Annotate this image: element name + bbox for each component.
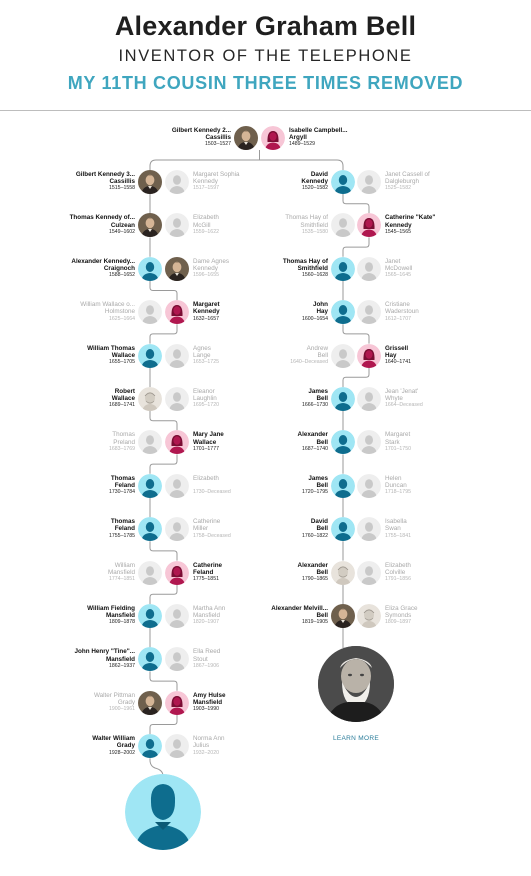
right-gen-spouse-avatar-4[interactable] [357,344,381,368]
right-gen-spouse-name-2[interactable] [385,258,412,279]
left-gen-avatar-2[interactable] [138,257,162,281]
left-gen-avatar-5[interactable] [138,387,162,411]
person-lifespan: 1640–1741 [385,359,411,365]
person-lifespan: 1535–1580 [302,228,328,235]
right-gen-spouse-name-5[interactable] [385,388,423,409]
right-gen-spouse-name-8[interactable] [385,518,411,539]
person-name: Alexander [297,561,328,569]
right-gen-name-7[interactable] [302,475,328,496]
person-surname: Grady [117,699,135,706]
page-title: Alexander Graham Bell [114,11,417,41]
person-lifespan: 1565–1645 [385,272,411,279]
person-lifespan: 1755–1841 [385,532,411,539]
person-lifespan: 1689–1741 [109,402,135,409]
person-lifespan: 1775–1851 [193,576,219,582]
left-gen-spouse-name-10[interactable] [193,605,225,626]
right-gen-avatar-9[interactable] [331,561,355,585]
left-gen-spouse-avatar-0[interactable] [165,170,189,194]
person-lifespan: 1545–1565 [385,228,411,235]
learn-more-link[interactable]: LEARN MORE [333,735,379,742]
left-gen-spouse-avatar-10[interactable] [165,604,189,628]
left-gen-name-2[interactable] [71,258,135,279]
person-name: Thomas Kennedy of... [69,214,135,222]
person-surname: Feland [193,568,214,576]
person-lifespan: 1695–1720 [193,402,219,409]
left-gen-spouse-avatar-5[interactable] [165,387,189,411]
right-gen-spouse-avatar-7[interactable] [357,474,381,498]
person-surname: Kennedy [385,221,412,229]
person-surname: McDowell [385,265,413,272]
person-surname: Bell [316,395,328,403]
person-lifespan: 1820–1907 [193,619,219,626]
right-gen-name-1[interactable] [285,214,328,235]
left-gen-name-12[interactable] [94,692,135,713]
person-name: Catherine [193,561,223,569]
person-surname: Preland [113,438,135,446]
left-gen-spouse-name-9[interactable] [193,562,222,583]
left-gen-name-7[interactable] [109,475,135,496]
person-name: William [114,561,135,569]
person-surname: Mansfield [108,568,135,576]
left-gen-name-9[interactable] [108,562,135,583]
left-gen-avatar-3[interactable] [138,300,162,324]
left-gen-name-10[interactable] [87,605,135,626]
right-gen-spouse-name-6[interactable] [385,431,411,452]
person-lifespan: 1755–1785 [109,532,135,539]
person-name: Eleanor [193,388,215,395]
person-surname: Bell [316,568,328,576]
left-gen-name-4[interactable] [87,345,135,366]
person-surname: Waderstoun [385,308,419,316]
right-gen-name-5[interactable] [302,388,328,409]
left-gen-avatar-9[interactable] [138,561,162,585]
person-name: Cristiane [385,301,410,309]
left-gen-avatar-8[interactable] [138,517,162,541]
left-gen-spouse-name-4[interactable] [193,345,219,366]
left-gen-spouse-name-6[interactable] [193,431,224,452]
right-gen-avatar-7[interactable] [331,474,355,498]
person-name: William Thomas [87,344,135,352]
top-ancestor-spouse-avatar[interactable] [261,126,285,150]
top-ancestor-spouse-name[interactable] [289,127,347,148]
person-surname: Lange [193,351,211,359]
right-gen-spouse-name-0[interactable] [385,171,430,192]
person-lifespan: 1900–1961 [109,706,135,713]
person-surname: Craignoch [103,265,135,272]
person-name: Thomas Hay of [282,257,328,265]
left-gen-name-13[interactable] [92,735,135,756]
left-gen-spouse-avatar-4[interactable] [165,344,189,368]
left-gen-spouse-name-11[interactable] [193,648,220,669]
person-name: William Wallace o... [80,301,135,309]
person-name: Margaret [193,301,220,309]
person-surname: Duncan [385,482,407,489]
person-lifespan: 1683–1769 [109,445,135,452]
person-lifespan: 1596–1655 [193,272,219,279]
left-gen-avatar-10[interactable] [138,604,162,628]
person-lifespan: 1560–1628 [302,272,328,279]
person-lifespan: 1809–1897 [385,619,411,626]
person-name: Gilbert Kennedy 2... [171,127,231,134]
person-surname: Mansfield [193,612,220,620]
person-lifespan: 1559–1622 [193,228,219,235]
left-gen-spouse-avatar-9[interactable] [165,561,189,585]
person-surname: Hay [316,308,328,316]
person-surname: Julius [193,742,210,750]
person-surname: Hay [385,351,397,359]
person-lifespan: 1701–1750 [385,445,411,452]
person-surname: Bell [317,351,328,359]
person-lifespan: 1809–1878 [109,619,135,626]
person-lifespan: 1525–1582 [385,185,411,192]
left-gen-spouse-avatar-12[interactable] [165,691,189,715]
person-surname: Wallace [193,438,217,446]
right-gen-avatar-10[interactable] [331,604,355,628]
right-gen-name-0[interactable] [301,171,328,192]
person-name: Margaret Sophia [193,171,240,178]
person-name: Agnes [193,344,211,352]
person-surname: Colville [385,568,406,576]
person-surname: Culzean [110,221,135,229]
left-gen-spouse-name-7[interactable] [193,475,231,496]
person-lifespan: 1790–1865 [302,576,328,582]
person-lifespan: 1503–1527 [205,141,231,148]
person-name: Walter Pittman [93,691,135,699]
left-gen-avatar-7[interactable] [138,474,162,498]
person-surname: Stark [385,438,400,446]
right-gen-spouse-avatar-0[interactable] [357,170,381,194]
left-gen-name-11[interactable] [75,648,135,669]
person-lifespan: 1549–1602 [109,228,135,235]
person-name: James [308,474,328,482]
left-gen-spouse-avatar-7[interactable] [165,474,189,498]
top-ancestor-name[interactable] [172,127,231,148]
person-name: Alexander [297,431,328,439]
left-gen-avatar-0[interactable] [138,170,162,194]
right-gen-spouse-avatar-3[interactable] [357,300,381,324]
person-lifespan: 1720–1795 [302,489,328,496]
person-name: Helen [385,474,402,482]
person-lifespan: 1903–1990 [193,706,219,713]
person-lifespan: 1517–1597 [193,185,219,192]
right-gen-spouse-avatar-9[interactable] [357,561,381,585]
left-gen-spouse-name-5[interactable] [193,388,219,409]
person-lifespan: 1862–1937 [109,662,135,669]
person-name: David [310,518,328,526]
person-surname: Stout [193,655,208,663]
person-lifespan: 1819–1905 [302,619,328,626]
person-name: Alexander Melvill... [271,605,328,612]
right-gen-name-6[interactable] [298,431,328,452]
person-name: Catherine [193,518,221,526]
right-gen-avatar-2[interactable] [331,257,355,281]
person-surname: Cassillis [205,134,231,142]
person-lifespan: 1701–1777 [193,445,219,452]
person-surname: Mansfield [193,699,223,706]
person-name: Thomas [112,431,135,439]
person-surname: Bell [316,612,328,620]
right-gen-name-4[interactable] [290,345,328,366]
person-lifespan: 1612–1707 [385,315,411,322]
person-lifespan: 1515–1558 [109,185,135,192]
right-gen-spouse-avatar-8[interactable] [357,517,381,541]
person-surname: Cassillis [109,178,135,186]
person-surname: Smithfield [297,265,328,272]
top-ancestor-avatar[interactable] [234,126,258,150]
left-gen-spouse-avatar-8[interactable] [165,517,189,541]
left-gen-avatar-13[interactable] [138,734,162,758]
right-gen-spouse-avatar-5[interactable] [357,387,381,411]
person-lifespan: 1867–1906 [193,662,219,669]
person-surname: Argyll [289,134,307,142]
person-surname: Mansfield [105,655,135,663]
person-surname: Bell [316,525,328,533]
left-gen-spouse-name-0[interactable] [193,171,240,192]
person-lifespan: 1760–1822 [302,532,328,539]
person-name: Ella Reed [193,648,221,656]
left-gen-spouse-avatar-3[interactable] [165,300,189,324]
relationship-label: MY 11TH COUSIN THREE TIMES REMOVED [67,73,464,93]
left-gen-spouse-name-2[interactable] [193,258,229,279]
page-subtitle: INVENTOR OF THE TELEPHONE [118,47,413,65]
right-gen-spouse-name-9[interactable] [385,562,411,583]
person-name: Martha Ann [193,605,226,612]
person-lifespan: 1758–Deceased [193,532,231,539]
right-gen-name-8[interactable] [302,518,328,539]
right-gen-spouse-name-10[interactable] [385,605,418,626]
person-name: Eliza Grace [385,605,418,612]
person-name: John Henry "Tine"... [74,648,135,656]
person-name: William Fielding [87,605,135,612]
left-gen-spouse-name-13[interactable] [193,735,225,756]
person-surname: Kennedy [193,308,220,316]
right-gen-avatar-4[interactable] [331,344,355,368]
person-surname: Smithfield [300,221,328,229]
person-lifespan: 1932–2020 [193,749,219,756]
right-gen-name-9[interactable] [298,562,328,583]
person-surname: Mansfield [105,612,135,620]
person-name: Mary Jane [193,431,224,439]
person-lifespan: 1730–Deceased [193,489,231,496]
person-lifespan: 1791–1856 [385,576,411,582]
right-gen-spouse-name-1[interactable] [385,214,435,235]
person-name: James [308,388,328,395]
left-gen-avatar-12[interactable] [138,691,162,715]
right-gen-avatar-3[interactable] [331,300,355,324]
target-portrait-photo[interactable] [318,646,394,722]
person-name: Thomas Hay of [285,214,328,222]
left-gen-name-1[interactable] [70,214,135,235]
person-lifespan: 1730–1784 [109,489,135,496]
person-name: Isabelle Campbell... [289,127,348,134]
person-surname: Kennedy [193,265,218,272]
person-name: Amy Hulse [193,691,226,699]
person-name: John [312,301,328,309]
left-gen-spouse-avatar-2[interactable] [165,257,189,281]
left-gen-name-3[interactable] [80,301,135,322]
person-name: Thomas [110,474,135,482]
left-gen-name-8[interactable] [109,518,135,539]
left-gen-spouse-name-8[interactable] [193,518,231,539]
person-name: Thomas [110,518,135,526]
you-avatar [125,774,201,850]
right-gen-spouse-name-7[interactable] [385,475,411,496]
person-lifespan: 1655–1705 [109,359,135,365]
person-lifespan: 1520–1582 [302,185,328,192]
person-name: Elizabeth [193,214,219,222]
person-surname: Feland [114,525,135,533]
person-lifespan: 1588–1652 [109,272,135,279]
person-surname: Dalgleburgh [385,178,419,186]
person-name: Robert [114,388,135,395]
person-surname: Bell [316,438,328,446]
left-gen-spouse-avatar-13[interactable] [165,734,189,758]
person-surname: Bell [316,482,328,489]
person-surname: Whyte [385,395,403,403]
right-gen-spouse-name-3[interactable] [385,301,419,322]
person-name: Norma Ann [193,735,225,743]
person-surname: Kennedy [193,178,218,186]
left-gen-spouse-name-12[interactable] [193,692,226,713]
person-lifespan: 1489–1529 [289,141,315,148]
person-surname: Laughlin [193,395,217,403]
person-surname: Kennedy [301,178,328,186]
person-lifespan: 1928–2002 [109,749,135,756]
person-surname: Holmstone [104,308,135,316]
person-lifespan: 1718–1795 [385,489,411,496]
person-name: Andrew [306,344,328,352]
person-name: Isabella [385,518,407,526]
person-lifespan: 1625–1664 [109,315,135,322]
right-gen-name-2[interactable] [283,258,328,279]
right-gen-name-3[interactable] [302,301,328,322]
person-surname: Wallace [111,395,135,403]
person-surname: Feland [114,482,135,489]
right-gen-avatar-8[interactable] [331,517,355,541]
person-lifespan: 1640–Deceased [290,359,328,365]
right-gen-avatar-5[interactable] [331,387,355,411]
person-name: Catherine "Kate" [385,214,436,222]
person-lifespan: 1666–1730 [302,402,328,409]
person-surname: Wallace [111,351,135,359]
left-gen-name-5[interactable] [109,388,135,409]
person-lifespan: 1664–Deceased [385,402,423,409]
person-name: Janet [385,257,401,265]
left-gen-spouse-name-3[interactable] [193,301,220,322]
person-lifespan: 1632–1657 [193,315,219,322]
person-lifespan: 1687–1740 [302,445,328,452]
right-gen-spouse-name-4[interactable] [385,345,411,366]
right-gen-spouse-avatar-2[interactable] [357,257,381,281]
person-name: David [310,171,328,178]
person-surname: McGill [193,221,211,229]
left-gen-spouse-name-1[interactable] [193,214,219,235]
left-gen-name-0[interactable] [76,171,135,192]
right-gen-avatar-0[interactable] [331,170,355,194]
person-name: Janet Cassell of [385,171,430,178]
person-lifespan: 1774–1851 [109,576,135,582]
person-surname: Miller [193,525,209,533]
person-name: Jean 'Jenat' [385,388,419,395]
person-lifespan: 1600–1654 [302,315,328,322]
person-name: Gilbert Kennedy 3... [75,171,135,178]
person-surname [193,482,231,489]
person-name: Alexander Kennedy... [71,257,135,265]
person-surname: Swan [385,525,401,533]
person-lifespan: 1653–1725 [193,359,219,365]
person-name: Grissell [385,344,409,352]
left-gen-name-6[interactable] [109,431,135,452]
right-gen-spouse-avatar-10[interactable] [357,604,381,628]
person-name: Elizabeth [385,561,411,569]
right-gen-name-10[interactable] [271,605,328,626]
person-name: Elizabeth [193,474,219,482]
person-name: Margaret [385,431,411,439]
person-name: Walter William [92,735,135,743]
person-surname: Grady [116,742,135,750]
person-surname: Symonds [385,612,412,620]
person-name: Dame Agnes [193,257,230,265]
left-gen-avatar-4[interactable] [138,344,162,368]
